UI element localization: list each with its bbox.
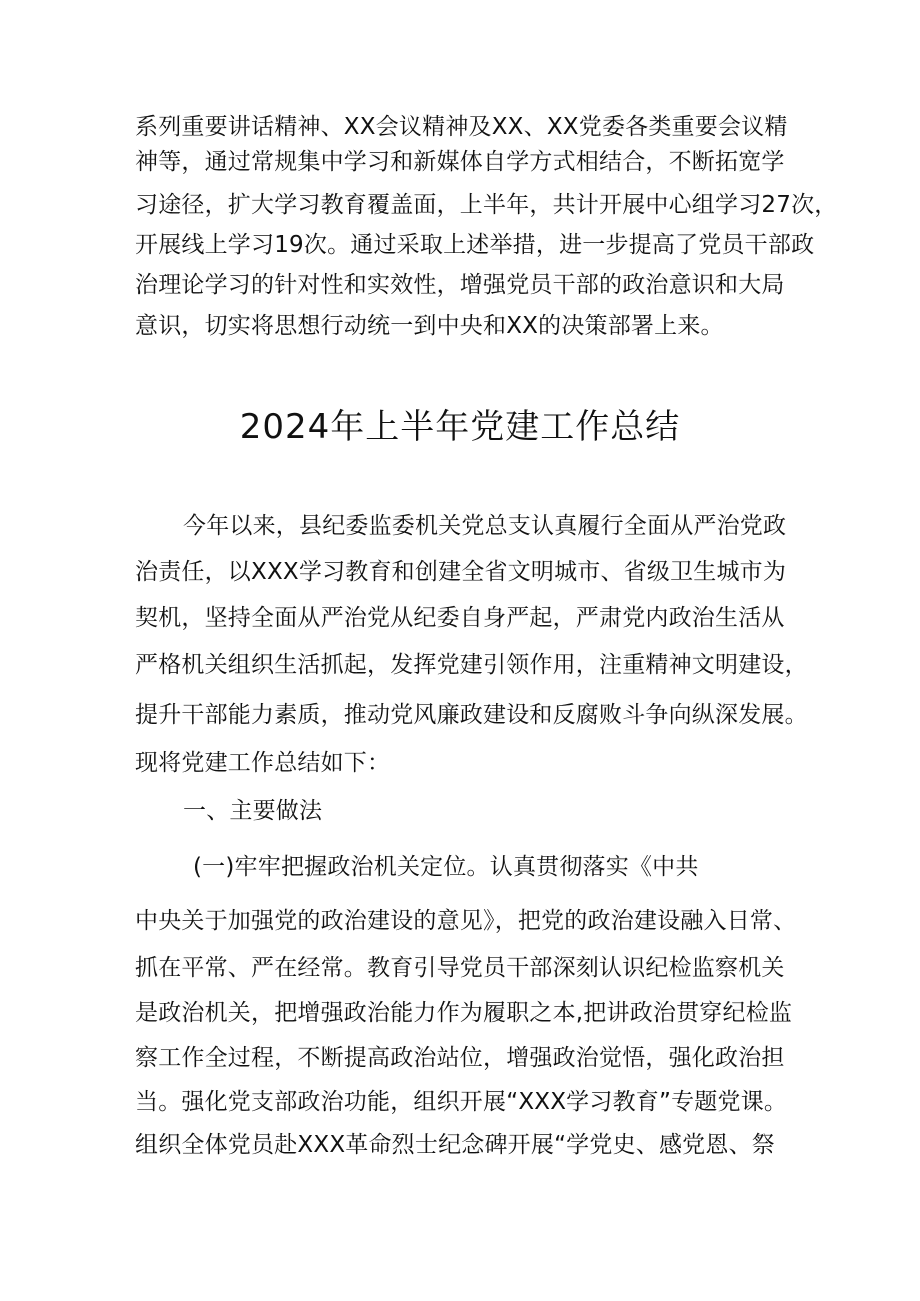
- intro-line-2: 神等，通过常规集中学习和新媒体自学方式相结合，不断拓宽学: [135, 149, 785, 175]
- body-line-4: 严格机关组织生活抓起，发挥党建引领作用，注重精神文明建设，: [135, 652, 808, 678]
- intro-line-6: 意识，切实将思想行动统一到中央和XX的决策部署上来。: [135, 313, 724, 339]
- body-line-6: 现将党建工作总结如下：: [135, 750, 391, 776]
- subsection-line-5: 当。强化党支部政治功能，组织开展“XXX学习教育”专题党课。: [135, 1089, 788, 1115]
- body-line-1: 今年以来，县纪委监委机关党总支认真履行全面从严治党政: [183, 513, 787, 539]
- section-heading: 一、主要做法: [183, 798, 323, 824]
- intro-line-1: 系列重要讲话精神、XX会议精神及XX、XX党委各类重要会议精: [135, 114, 788, 140]
- subsection-line-6: 组织全体党员赴XXX革命烈士纪念碑开展“学党史、感党恩、祭: [135, 1132, 775, 1158]
- subsection-line-2: 抓在平常、严在经常。教育引导党员干部深刻认识纪检监察机关: [135, 955, 785, 981]
- intro-line-3: 习途径，扩大学习教育覆盖面，上半年，共计开展中心组学习27次，: [135, 192, 838, 218]
- body-line-2: 治责任，以XXX学习教育和创建全省文明城市、省级卫生城市为: [135, 559, 787, 585]
- intro-line-5: 治理论学习的针对性和实效性，增强党员干部的政治意识和大局: [135, 272, 785, 298]
- document-title: 2024年上半年党建工作总结: [239, 407, 681, 447]
- body-line-3: 契机，坚持全面从严治党从纪委自身严起，严肃党内政治生活从: [135, 605, 785, 631]
- subsection-line-4: 察工作全过程，不断提高政治站位，增强政治觉悟，强化政治担: [135, 1045, 785, 1071]
- body-line-5: 提升干部能力素质，推动党风廉政建设和反腐败斗争向纵深发展。: [135, 702, 808, 728]
- subsection-heading: (一)牢牢把握政治机关定位。认真贯彻落实《中共: [193, 854, 699, 880]
- subsection-line-3: 是政治机关，把增强政治能力作为履职之本,把讲政治贯穿纪检监: [135, 1000, 793, 1026]
- subsection-line-1: 中央关于加强党的政治建设的意见》，把党的政治建设融入日常、: [135, 908, 797, 934]
- intro-line-4: 开展线上学习19次。通过采取上述举措，进一步提高了党员干部政: [135, 232, 815, 258]
